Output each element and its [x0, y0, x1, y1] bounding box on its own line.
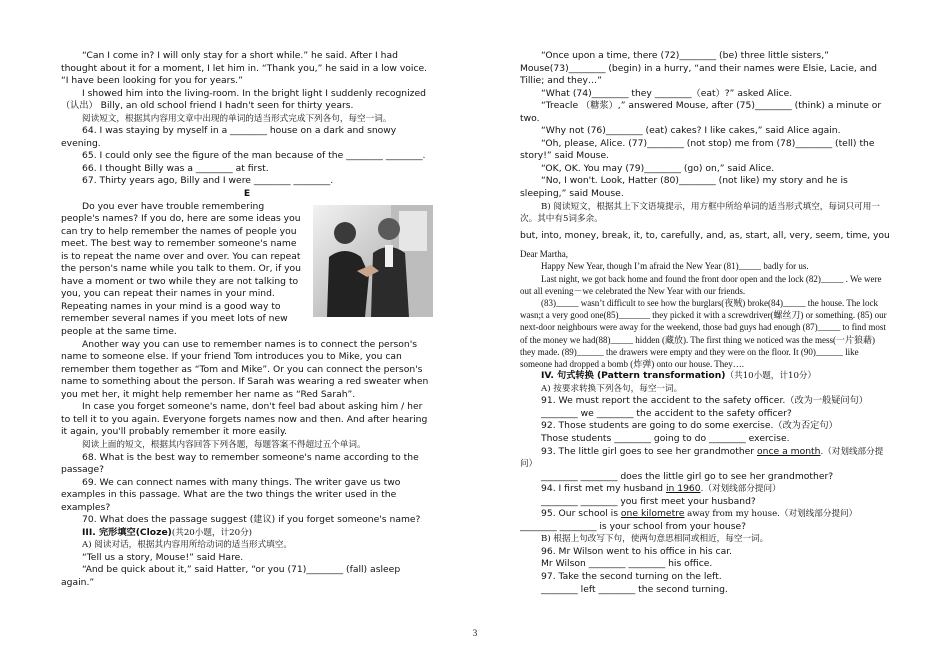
story-paragraph-1: “Can I come in? I will only stay for a short while.” he said. After I had thought about it for a moment, I let him in. “Thank you,” he said in a low voice. “I have been looking for you for years.”: [61, 50, 428, 87]
instruction-d: 阅读短文，根据其内容用文章中出现的单词的适当形式完成下列各句，每空一词。: [82, 113, 392, 124]
question-67: 67. Thirty years ago, Billy and I were ________ ________.: [82, 175, 334, 187]
letter-greeting: Dear Martha,: [520, 249, 568, 260]
handshake-illustration: [313, 205, 433, 317]
answer-91: ________ we ________ the accident to the safety officer?: [541, 407, 792, 419]
answer-94: ________ ________ you first meet your husband?: [541, 495, 756, 507]
dialogue-line-3: “Once upon a time, there (72)________ (be) three little sisters,” Mouse(73)________ (begin) in a hurry, “and their names were Elsie, Lacie, and Tillie; and they…”: [520, 50, 877, 87]
dialogue-line-5: “Treacle （糖浆）,” answered Mouse, after (75)________ (think) a minute or two.: [520, 100, 882, 124]
question-92: 92. Those students are going to do some exercise.（改为否定句）: [541, 420, 838, 432]
question-93-underlined: once a month: [757, 445, 821, 457]
dialogue-line-7: “Oh, please, Alice. (77)________ (not stop) me from (78)________ (tell) the story!” said Mouse.: [520, 137, 875, 162]
instruction-transform-b: B) 根据上句改写下句，使两句意思相同或相近，每空一词。: [541, 534, 769, 545]
instruction-e: 阅读上面的短文，根据其内容回答下列各题，每题答案不得超过五个单词。: [82, 439, 366, 450]
left-column: [61, 50, 433, 590]
question-95-underlined: one kilometre: [620, 508, 685, 520]
question-94-note: .（对划线部分提问）: [700, 484, 781, 495]
question-96: 96. Mr Wilson went to his office in his car.: [541, 545, 733, 557]
question-95-note: away from my house.（对划线部分提问）: [684, 509, 858, 520]
section-4-heading: [520, 370, 892, 383]
question-94-text: 94. I first met my husband: [541, 483, 666, 495]
question-97: 97. Take the second turning on the left.: [541, 570, 722, 582]
passage-e-paragraph-1: Do you ever have trouble remembering people's names? If you do, here are some ideas you can try to help remember the names of people you meet. The best way to remember someone's name is to repeat the name over and over. You can repeat the person's name while you talk to them. Or, if you have a moment or two while they are not talking to you, you can repeat their names in your mind. Repeating names in your mind is a good way to remember several names if you meet lots of new people at the same time.: [61, 200, 301, 338]
question-95: [520, 508, 892, 521]
dialogue-line-1: “Tell us a story, Mouse!” said Hare.: [82, 551, 244, 563]
dialogue-line-8: “OK, OK. You may (79)________ (go) on,” said Alice.: [541, 162, 775, 174]
passage-e-paragraph-2: Another way you can use to remember names is to connect the person's name to someone else. If your friend Tom introduces you to Mike, you can remember them together as “Tom and Mike”. Or you can connect the person's name to something about the person. If Sarah was wearing a red sweater when you met her, it might help remember her name as “Red Sarah”.: [61, 338, 429, 400]
section-3-heading: [61, 527, 433, 540]
question-70: 70. What does the passage suggest (建议) if you forget someone's name?: [82, 514, 421, 526]
right-column: [520, 50, 892, 596]
letter-paragraph-1: Happy New Year, though I’m afraid the New Year (81)_____ badly for us.: [541, 261, 809, 272]
instruction-transform-a: A) 按要求转换下列各句，每空一词。: [541, 383, 683, 394]
question-93-text: 93. The little girl goes to see her grandmother: [541, 445, 757, 457]
question-94: [520, 483, 892, 496]
dialogue-line-4: “What (74)________ they ________（eat）?” asked Alice.: [541, 87, 793, 99]
question-69: 69. We can connect names with many things. The writer gave us two examples in this passage. What are the two things the writer used in the examples?: [61, 476, 401, 513]
section-e-heading: E: [243, 188, 251, 200]
answer-96: Mr Wilson ________ ________ his office.: [541, 558, 713, 570]
answer-92: Those students ________ going to do ________ exercise.: [541, 432, 790, 444]
question-64: 64. I was staying by myself in a ________ house on a dark and snowy evening.: [61, 125, 397, 149]
dialogue-line-9: “No, I won't. Look, Hatter (80)________ (not like) my story and he is sleeping,” said Mouse.: [520, 175, 848, 200]
question-91: 91. We must report the accident to the safety officer.（改为一般疑问句）: [541, 395, 868, 407]
section-3-note: (共20小题，计20分): [171, 527, 253, 538]
question-93-note: .（对划线部分提问）: [520, 446, 884, 470]
instruction-cloze-b: B) 阅读短文，根据其上下文语境提示，用方框中所给单词的适当形式填空，每词只可用一次。其中有5词多余。: [520, 201, 880, 225]
handshake-photo: [313, 205, 433, 317]
answer-97: ________ left ________ the second turning.: [541, 583, 728, 595]
question-94-underlined: in 1960: [665, 483, 701, 495]
story-paragraph-2: I showed him into the living-room. In the bright light I suddenly recognized（认出） Billy, an old school friend I hadn't seen for thirty years.: [61, 87, 426, 112]
section-3-title: III. 完形填空(Cloze): [82, 526, 172, 538]
letter-paragraph-3: (83)_____ wasn’t difficult to see how the burglars(夜贼) broke(84)_____ the house. The lock wasn;t a very good one(85)_______ they picked it with a screwdriver(螺丝刀) or something. (85) our next-door neighbours were away for the weekend, those bad guys had enough (87)_____ to find most of the money we had(88)_____ hidden (藏放). The first thing we noticed was the mess(一片狼藉) they made. (89)______ the drawers were empty and they were on the floor. It (90)______ like someone had dropped a bomb (炸弹) onto our house. They….: [520, 298, 887, 370]
answer-95: ________ ________ is your school from your house?: [520, 520, 747, 532]
answer-93: ________ ________ does the little girl go to see her grandmother?: [541, 470, 834, 482]
question-95-text: 95. Our school is: [541, 508, 621, 520]
section-4-title: IV. 句式转换 (Pattern transformation): [541, 370, 726, 382]
word-box: but, into, money, break, it, to, carefully, and, as, start, all, very, seem, time, you: [520, 229, 890, 241]
question-68: 68. What is the best way to remember someone's name according to the passage?: [61, 451, 419, 476]
dialogue-line-2: “And be quick about it,” said Hatter, “or you (71)________ (fall) asleep again.”: [61, 564, 401, 588]
instruction-cloze-a: A) 阅读对话，根据其内容用所给动词的适当形式填空。: [82, 540, 292, 551]
passage-e-paragraph-3: In case you forget someone's name, don't feel bad about asking him / her to tell it to you again. Everyone forgets names now and then. And after hearing it again, you'll probably remember it more easily.: [61, 401, 428, 438]
question-93: [520, 446, 892, 471]
question-65: 65. I could only see the figure of the man because of the ________ ________.: [82, 150, 426, 162]
section-4-note: （共10小题，计10分）: [725, 371, 817, 382]
page-number: 3: [472, 628, 478, 638]
letter-paragraph-2: Last night, we got back home and found the front door open and the lock (82)_____ . We were out all evening－we celebrated the New Year with our friends.: [520, 273, 882, 296]
question-66: 66. I thought Billy was a ________ at first.: [82, 162, 269, 174]
dialogue-line-6: “Why not (76)________ (eat) cakes? I like cakes,” said Alice again.: [541, 125, 841, 137]
